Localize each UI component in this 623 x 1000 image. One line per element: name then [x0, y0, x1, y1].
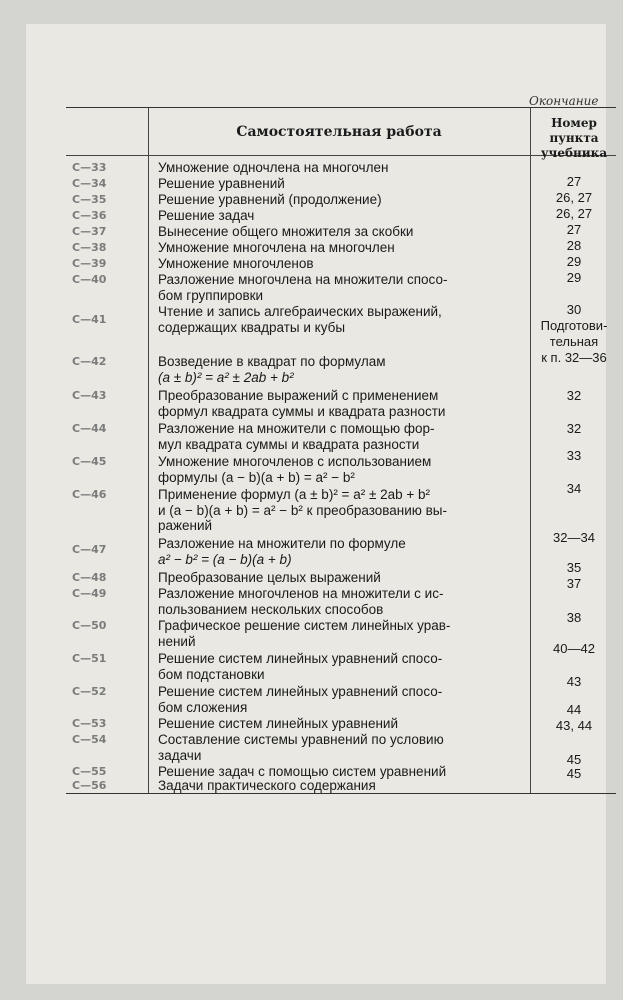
- section-number: 45: [566, 766, 582, 781]
- work-code: С—42: [72, 355, 107, 368]
- work-title: Решение систем линейных уравнений спосо- бом подстановки: [158, 651, 443, 682]
- work-title: Решение уравнений (продолжение): [158, 192, 382, 207]
- work-title: Применение формул (a ± b)² = a² ± 2ab + b² и (a − b)(a + b) = a² − b² к преобразованию вы- ражений: [158, 487, 448, 533]
- section-number: 40—42: [553, 641, 595, 656]
- work-code: С—33: [72, 161, 107, 174]
- work-code: С—44: [72, 422, 107, 435]
- work-code: С—35: [72, 193, 107, 206]
- work-code: С—55: [72, 765, 107, 778]
- work-title: Составление системы уравнений по условию задачи: [158, 732, 444, 763]
- section-number: 30: [566, 302, 582, 317]
- section-number: к п. 32—36: [541, 350, 607, 365]
- section-number: 26, 27: [555, 206, 593, 221]
- work-title: Вынесение общего множителя за скобки: [158, 224, 414, 239]
- column-divider: [148, 108, 149, 793]
- book-page: [26, 24, 606, 984]
- section-number: 34: [566, 481, 582, 496]
- section-number: 27: [566, 222, 582, 237]
- work-title: Решение систем линейных уравнений спосо- бом сложения: [158, 684, 443, 715]
- work-title: Решение задач: [158, 208, 255, 223]
- work-code: С—56: [72, 779, 107, 792]
- section-number: 43: [566, 674, 582, 689]
- section-number: 28: [566, 238, 582, 253]
- work-code: С—48: [72, 571, 107, 584]
- section-number: 44: [566, 702, 582, 717]
- section-number: 33: [566, 448, 582, 463]
- column-header-work: Самостоятельная работа: [236, 124, 442, 140]
- work-title: Умножение многочлена на многочлен: [158, 240, 395, 255]
- work-code: С—47: [72, 543, 107, 556]
- section-number: 27: [566, 174, 582, 189]
- work-title: Решение уравнений: [158, 176, 285, 191]
- section-number: 35: [566, 560, 582, 575]
- work-code: С—54: [72, 733, 107, 746]
- section-number: 29: [566, 270, 582, 285]
- work-title: Разложение многочленов на множители с ис- пользованием нескольких способов: [158, 586, 444, 617]
- work-code: С—46: [72, 488, 107, 501]
- work-title: Разложение на множители по формуле a² − b² = (a − b)(a + b): [158, 536, 406, 567]
- work-code: С—51: [72, 652, 107, 665]
- work-title: Графическое решение систем линейных урав- нений: [158, 618, 451, 649]
- work-title: Преобразование целых выражений: [158, 570, 381, 585]
- work-code: С—38: [72, 241, 107, 254]
- section-number: 38: [566, 610, 582, 625]
- work-title: Умножение многочленов с использованием формулы (a − b)(a + b) = a² − b²: [158, 454, 432, 485]
- section-number: 37: [566, 576, 582, 591]
- work-code: С—36: [72, 209, 107, 222]
- work-code: С—41: [72, 313, 107, 326]
- work-code: С—52: [72, 685, 107, 698]
- section-number: 32: [566, 388, 582, 403]
- work-title: Умножение многочленов: [158, 256, 314, 271]
- work-title: Возведение в квадрат по формулам (a ± b)² = a² ± 2ab + b²: [158, 354, 386, 385]
- section-number: Подготови- тельная: [540, 318, 608, 349]
- work-title: Чтение и запись алгебраических выражений, содержащих квадраты и кубы: [158, 304, 442, 335]
- work-title: Решение систем линейных уравнений: [158, 716, 398, 731]
- work-code: С—53: [72, 717, 107, 730]
- work-code: С—39: [72, 257, 107, 270]
- work-code: С—43: [72, 389, 107, 402]
- column-divider: [530, 108, 531, 793]
- work-title: Умножение одночлена на многочлен: [158, 160, 389, 175]
- work-title: Задачи практического содержания: [158, 778, 376, 793]
- continuation-label: Окончание: [529, 94, 599, 108]
- work-title: Разложение на множители с помощью фор- мул квадрата суммы и квадрата разности: [158, 421, 435, 452]
- section-number: 32—34: [553, 530, 595, 545]
- section-number: 26, 27: [555, 190, 593, 205]
- section-number: 43, 44: [555, 718, 593, 733]
- column-header-number: Номер пункта учебника: [540, 116, 608, 160]
- work-code: С—34: [72, 177, 107, 190]
- work-title: Разложение многочлена на множители спосо- бом группировки: [158, 272, 448, 303]
- work-code: С—49: [72, 587, 107, 600]
- section-number: 32: [566, 421, 582, 436]
- work-code: С—40: [72, 273, 107, 286]
- section-number: 45: [566, 752, 582, 767]
- works-table: [66, 107, 616, 794]
- work-code: С—50: [72, 619, 107, 632]
- work-code: С—37: [72, 225, 107, 238]
- section-number: 29: [566, 254, 582, 269]
- work-code: С—45: [72, 455, 107, 468]
- work-title: Преобразование выражений с применением формул квадрата суммы и квадрата разности: [158, 388, 446, 419]
- work-title: Решение задач с помощью систем уравнений: [158, 764, 447, 779]
